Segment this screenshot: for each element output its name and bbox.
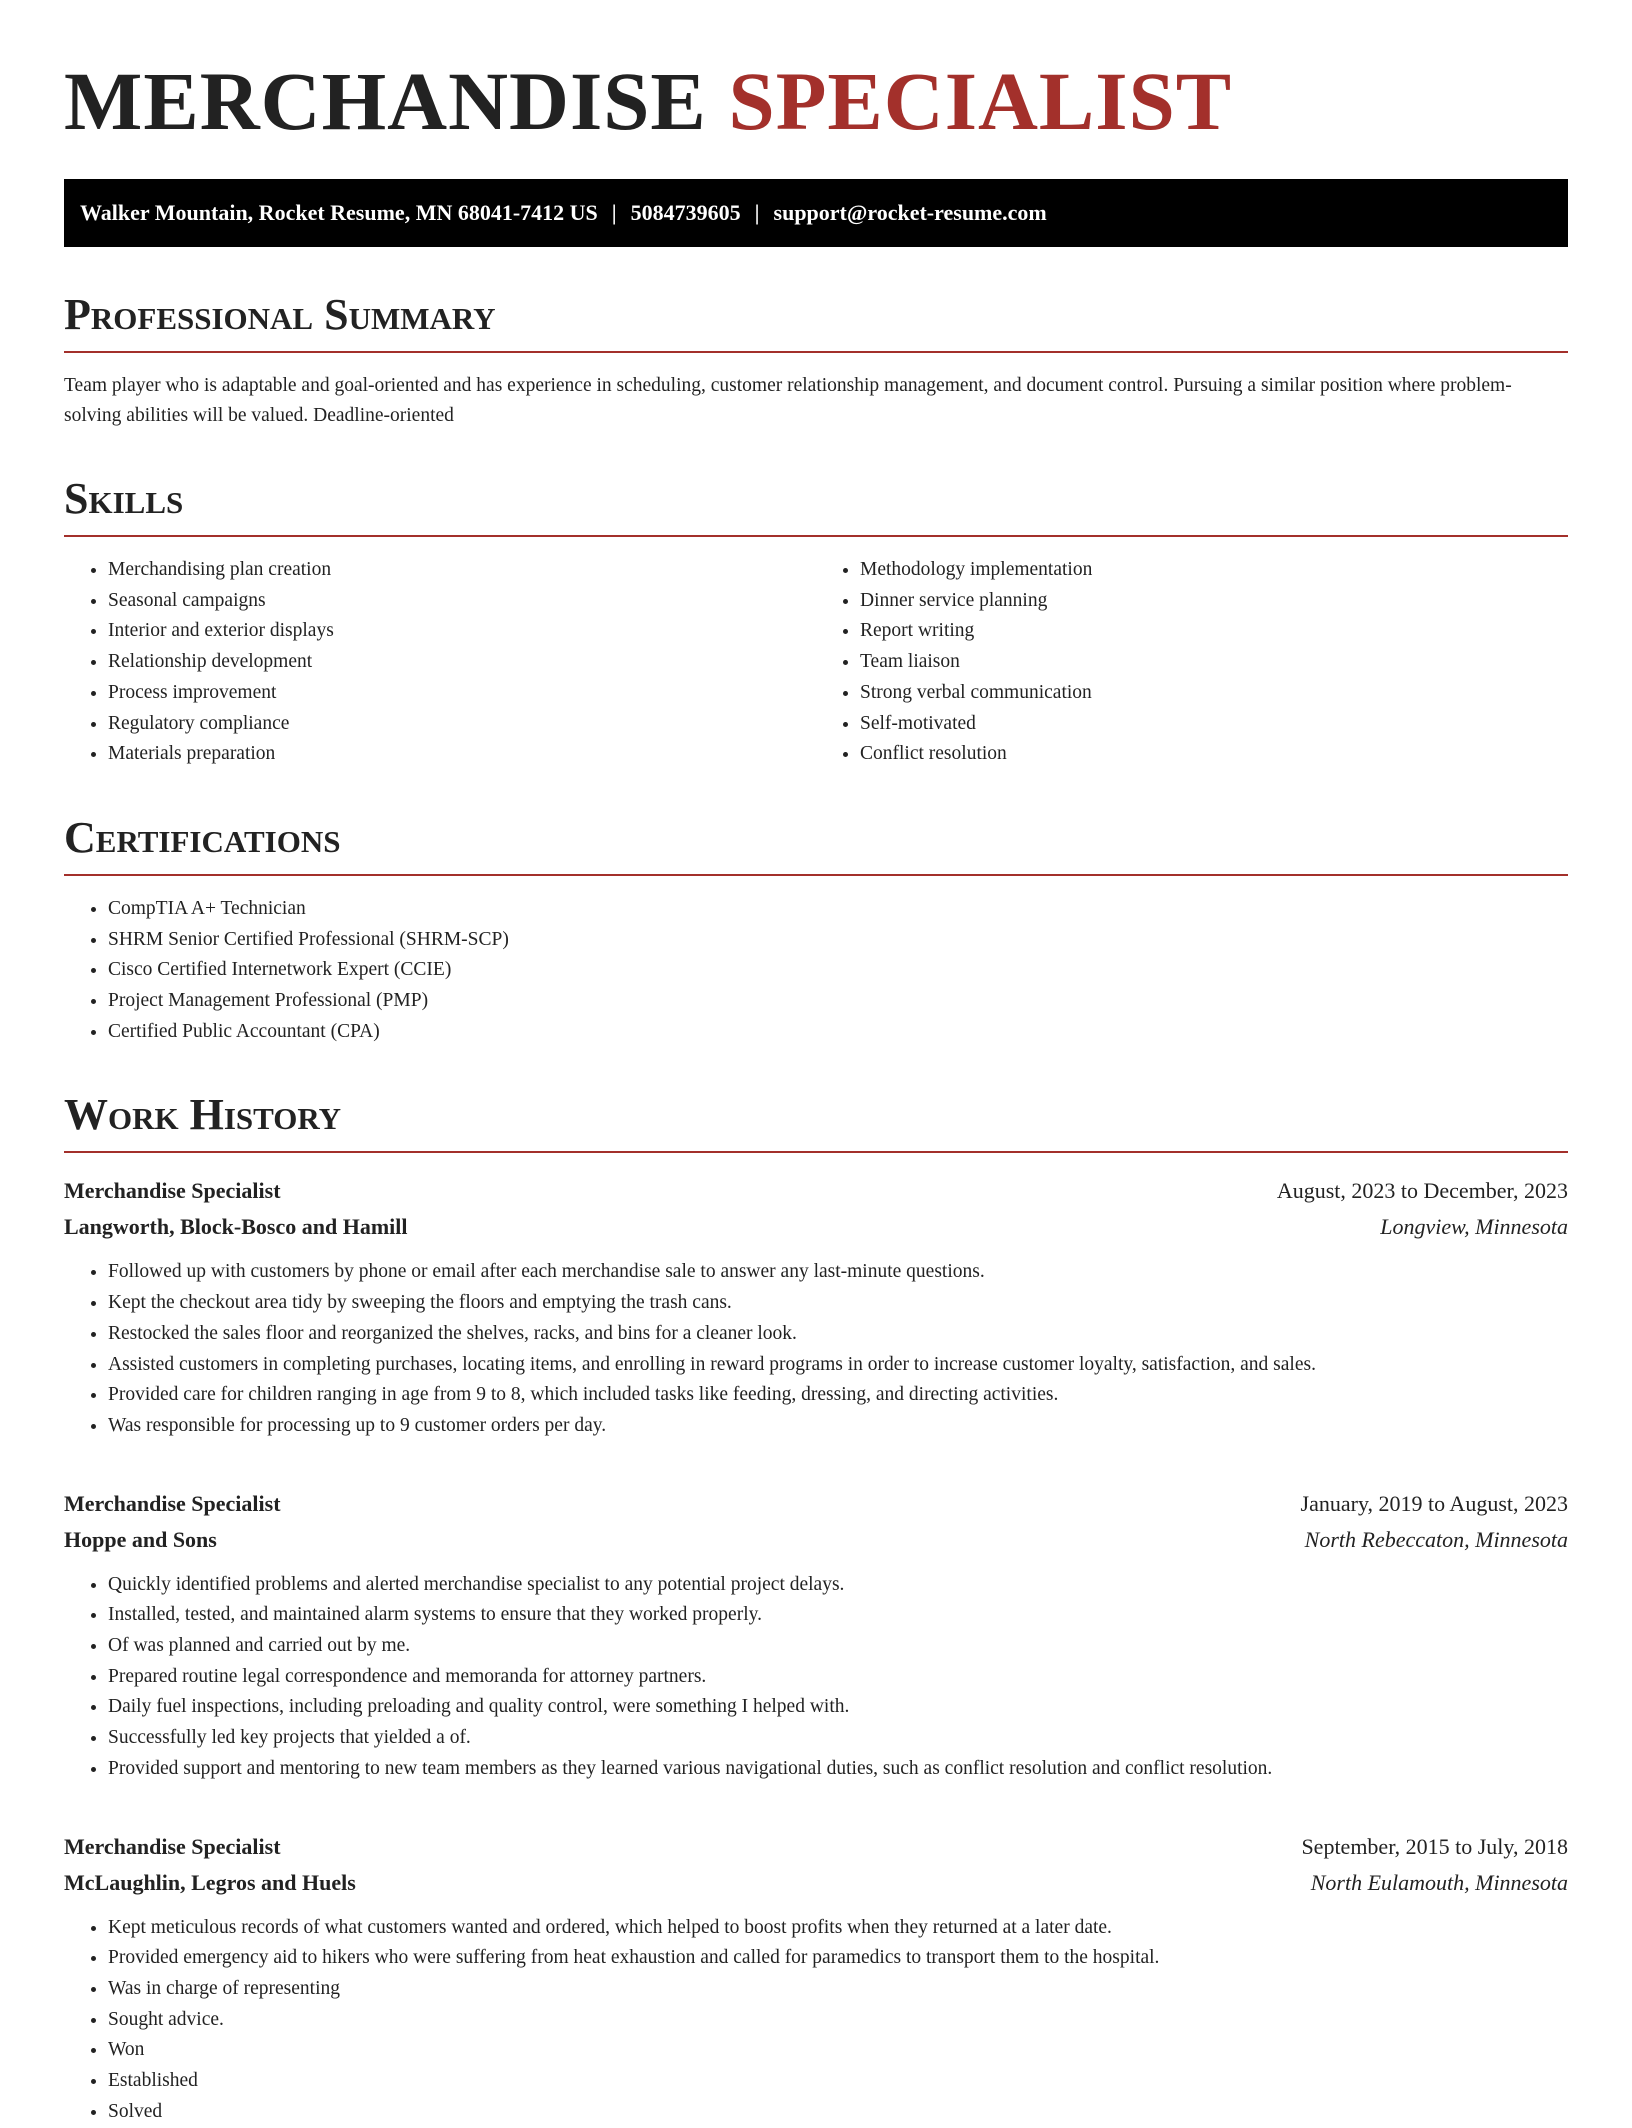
certifications-heading: Certifications — [64, 816, 1568, 876]
skill-item: • Materials preparation — [108, 739, 816, 770]
job-bullet: • Was in charge of representing — [108, 1974, 1568, 2005]
skill-item: • Regulatory compliance — [108, 709, 816, 740]
skills-grid — [64, 555, 1568, 770]
job-bullets — [64, 1913, 1568, 2128]
job-bullet: • Quickly identified problems and alerted merchandise specialist to any potential project delays. — [108, 1570, 1568, 1601]
job-bullet: • Provided care for children ranging in age from 9 to 8, which included tasks like feeding, dressing, and directing activities. — [108, 1380, 1568, 1411]
job-bullets — [64, 1570, 1568, 1785]
job-company-row — [64, 1209, 1568, 1245]
skill-item: • Merchandising plan creation — [108, 555, 816, 586]
job-company: Langworth, Block-Bosco and Hamill — [64, 1214, 408, 1240]
job-bullet: • Won — [108, 2035, 1568, 2066]
certification-item: • Cisco Certified Internetwork Expert (CCIE) — [108, 955, 1568, 986]
job-bullet: • Solved — [108, 2097, 1568, 2128]
summary-heading: Professional Summary — [64, 293, 1568, 353]
summary-text: Team player who is adaptable and goal-oriented and has experience in scheduling, customer relationship management, and document control. Pursuing a similar position where problem-solving abilities will be valued. Deadline-oriented — [64, 375, 1512, 426]
job-bullet: • Restocked the sales floor and reorganized the shelves, racks, and bins for a cleaner look. — [108, 1319, 1568, 1350]
certification-item: • SHRM Senior Certified Professional (SHRM-SCP) — [108, 925, 1568, 956]
job-bullet: • Kept meticulous records of what customers wanted and ordered, which helped to boost profits when they returned at a later date. — [108, 1913, 1568, 1944]
job-title: Merchandise Specialist — [64, 1490, 281, 1516]
job-dates: September, 2015 to July, 2018 — [1301, 1833, 1568, 1859]
skill-item: • Conflict resolution — [860, 739, 1568, 770]
job-header-row — [64, 1829, 1568, 1865]
job-location: North Eulamouth, Minnesota — [1310, 1869, 1568, 1895]
skill-item: • Process improvement — [108, 678, 816, 709]
job-bullet: • Prepared routine legal correspondence and memoranda for attorney partners. — [108, 1662, 1568, 1693]
job-bullet: • Kept the checkout area tidy by sweeping the floors and emptying the trash cans. — [108, 1288, 1568, 1319]
job-bullet: • Was responsible for processing up to 9 customer orders per day. — [108, 1411, 1568, 1442]
job-bullet: • Successfully led key projects that yielded a of. — [108, 1723, 1568, 1754]
skills-list-right — [816, 555, 1568, 770]
certifications-list — [64, 894, 1568, 1048]
contact-phone: 5084739605 — [630, 200, 741, 225]
title-first-word: MERCHANDISE — [64, 55, 707, 147]
skill-item: • Seasonal campaigns — [108, 586, 816, 617]
contact-separator: | — [611, 200, 617, 225]
title-last-word: SPECIALIST — [728, 55, 1233, 147]
work-history-heading: Work History — [64, 1093, 1568, 1153]
job-company: McLaughlin, Legros and Huels — [64, 1869, 356, 1895]
contact-address: Walker Mountain, Rocket Resume, MN 68041-7412 US — [80, 200, 598, 225]
summary-section — [64, 290, 1568, 431]
certifications-section — [64, 812, 1568, 1048]
job-dates: August, 2023 to December, 2023 — [1276, 1178, 1568, 1204]
job-bullets — [64, 1257, 1568, 1441]
job-location: Longview, Minnesota — [1380, 1214, 1568, 1240]
job-entry — [64, 1486, 1568, 1785]
work-history-section — [64, 1090, 1568, 2127]
certification-item: • Project Management Professional (PMP) — [108, 986, 1568, 1017]
job-bullet: • Provided support and mentoring to new team members as they learned various navigational duties, such as conflict resolution and conflict resolution. — [108, 1754, 1568, 1785]
certification-item: • Certified Public Accountant (CPA) — [108, 1017, 1568, 1048]
skill-item: • Dinner service planning — [860, 586, 1568, 617]
skill-item: • Self-motivated — [860, 709, 1568, 740]
skill-item: • Strong verbal communication — [860, 678, 1568, 709]
skill-item: • Relationship development — [108, 647, 816, 678]
contact-bar — [64, 179, 1568, 247]
job-entry — [64, 1829, 1568, 2128]
job-title: Merchandise Specialist — [64, 1833, 281, 1859]
job-bullet: • Installed, tested, and maintained alarm systems to ensure that they worked properly. — [108, 1600, 1568, 1631]
contact-separator: | — [754, 200, 760, 225]
skills-list-left — [64, 555, 816, 770]
certification-item: • CompTIA A+ Technician — [108, 894, 1568, 925]
job-bullet: • Of was planned and carried out by me. — [108, 1631, 1568, 1662]
job-company-row — [64, 1865, 1568, 1901]
resume-title — [64, 55, 1568, 147]
job-location: North Rebeccaton, Minnesota — [1304, 1526, 1568, 1552]
job-bullet: • Followed up with customers by phone or email after each merchandise sale to answer any last-minute questions. — [108, 1257, 1568, 1288]
job-bullet: • Provided emergency aid to hikers who were suffering from heat exhaustion and called for paramedics to transport them to the hospital. — [108, 1943, 1568, 1974]
job-company: Hoppe and Sons — [64, 1526, 217, 1552]
skill-item: • Methodology implementation — [860, 555, 1568, 586]
skills-heading: Skills — [64, 477, 1568, 537]
job-header-row — [64, 1486, 1568, 1522]
job-entry — [64, 1173, 1568, 1441]
skill-item: • Team liaison — [860, 647, 1568, 678]
job-title: Merchandise Specialist — [64, 1178, 281, 1204]
job-bullet: • Sought advice. — [108, 2005, 1568, 2036]
skill-item: • Report writing — [860, 616, 1568, 647]
skills-section — [64, 474, 1568, 770]
job-header-row — [64, 1173, 1568, 1209]
job-bullet: • Assisted customers in completing purchases, locating items, and enrolling in reward programs in order to increase customer loyalty, satisfaction, and sales. — [108, 1350, 1568, 1381]
contact-email[interactable]: support@rocket-resume.com — [773, 200, 1047, 225]
job-dates: January, 2019 to August, 2023 — [1300, 1490, 1568, 1516]
job-company-row — [64, 1522, 1568, 1558]
job-bullet: • Established — [108, 2066, 1568, 2097]
job-bullet: • Daily fuel inspections, including preloading and quality control, were something I helped with. — [108, 1692, 1568, 1723]
skill-item: • Interior and exterior displays — [108, 616, 816, 647]
